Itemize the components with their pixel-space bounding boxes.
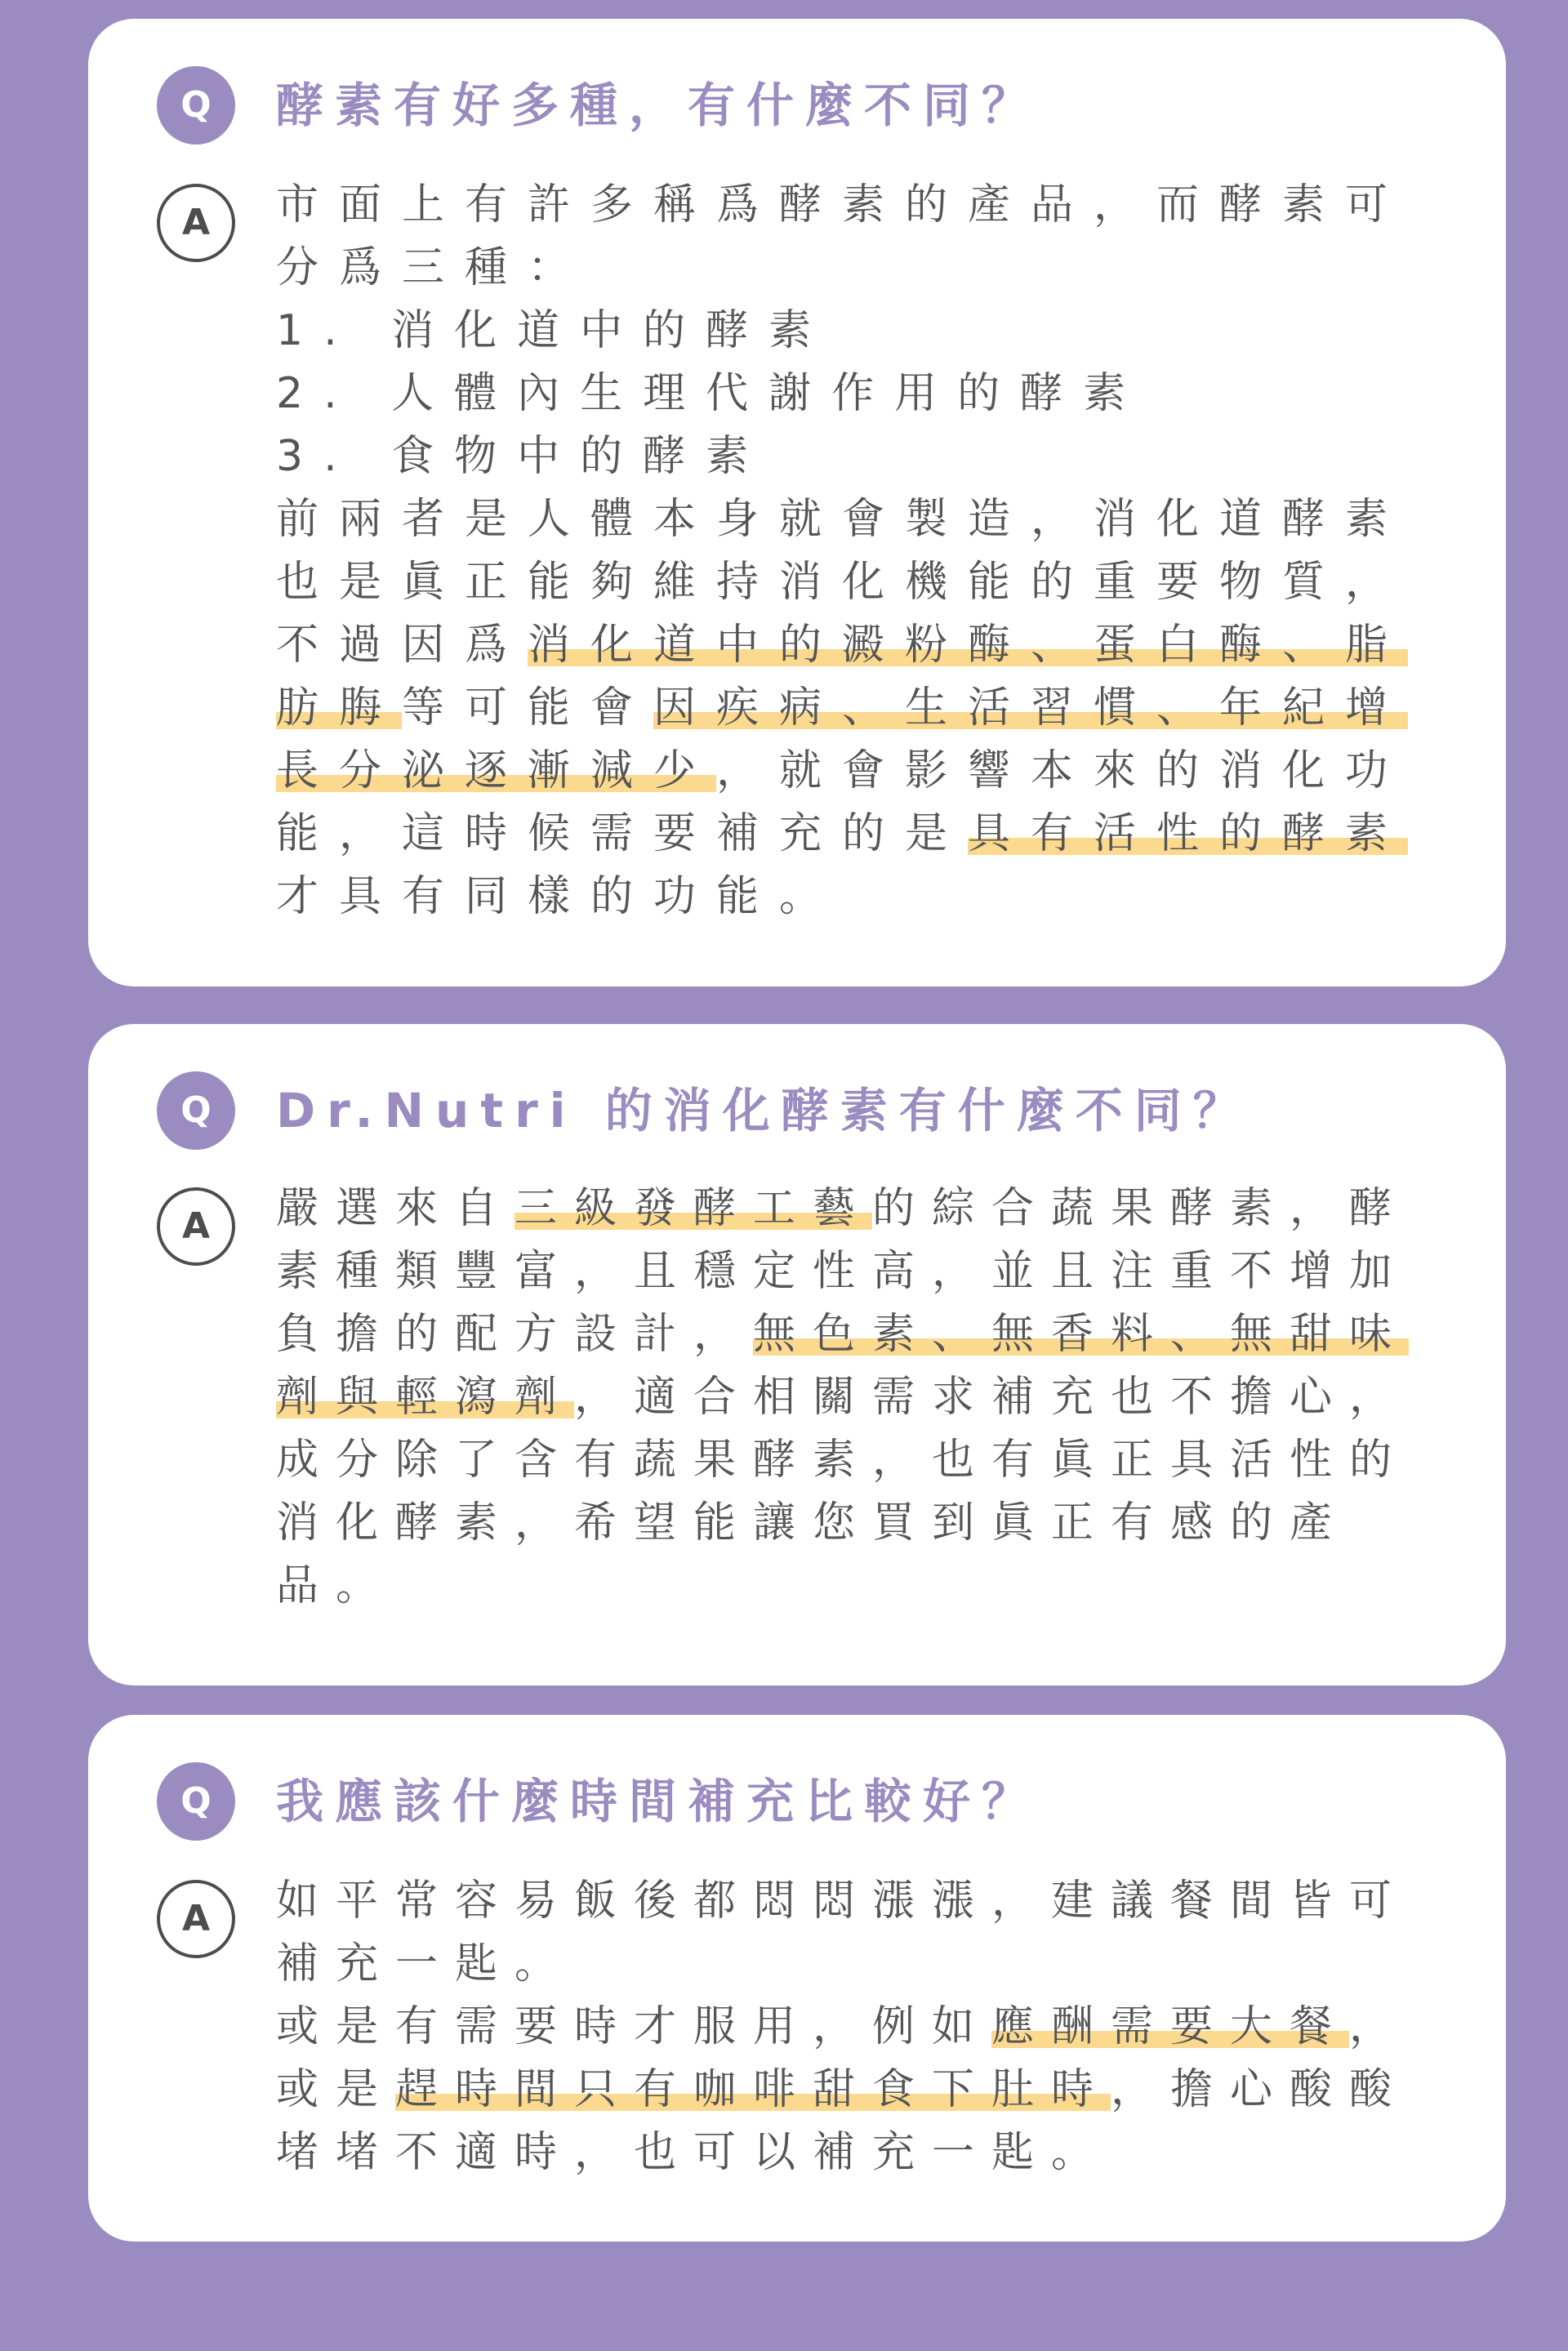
answer-segment: ，就會影響本來的消化功能，這時候需要補充的是 [276,746,1409,858]
question-row [157,1071,1457,1150]
answer-highlight: 消化道中的澱粉酶、蛋白酶、脂肪脢 [276,621,1409,732]
answer-segment: ，適合相關需求補充也不擔心，成分除了含有蔬果酵素，也有眞正具活性的消化酵素，希望能讓您買到眞正有感的產品。 [276,1373,1410,1610]
question-row [157,1762,1457,1841]
faq-card-3 [88,1715,1506,2242]
answer-text [276,174,1457,928]
answer-highlight: 具有活性的酵素 [968,809,1409,858]
answer-segment: ，擔心酸酸堵堵不適時，也可以補充一匙。 [276,2065,1410,2177]
question-badge-icon: Q [157,1762,235,1841]
answer-segment: 才具有同樣的功能。 [276,872,843,921]
question-text: 我應該什麼時間補充比較好？ [276,1774,1041,1829]
faq-card-2 [88,1024,1506,1685]
answer-badge-icon: A [157,184,235,262]
answer-segment: 等可能會 [402,683,654,732]
answer-segment: 的綜合蔬果酵素，酵素種類豐富，且穩定性高，並且注重不增加負擔的配方設計， [276,1184,1410,1359]
question-badge-icon: Q [157,66,235,145]
question-text: Dr.Nutri 的消化酵素有什麼不同？ [276,1083,1252,1138]
answer-highlight: 無色素、無香料、無甜味劑與輕瀉劑 [276,1310,1410,1422]
faq-card-1 [88,19,1506,986]
answer-text [276,1178,1457,1618]
question-badge-icon: Q [157,1071,235,1150]
answer-segment: 嚴選來自 [276,1184,515,1233]
answer-highlight: 趕時間只有咖啡甜食下肚時 [395,2065,1111,2114]
answer-badge-icon: A [157,1187,235,1266]
answer-badge-icon: A [157,1880,235,1958]
answer-highlight: 因疾病、生活習慣、年紀增長分泌逐漸減少 [276,683,1409,795]
question-row [157,66,1457,145]
answer-highlight: 三級發酵工藝 [514,1184,873,1233]
question-text: 酵素有好多種，有什麼不同？ [276,78,1041,133]
answer-segment: ，或是 [276,2002,1410,2114]
answer-segment: 如平常容易飯後都悶悶漲漲，建議餐間皆可補充一匙。 或是有需要時才服用，例如 [276,1877,1410,2051]
answer-text [276,1870,1457,2184]
answer-segment: 市面上有許多稱爲酵素的產品，而酵素可分爲三種： 1. 消化道中的酵素 2. 人體內生理代謝作用的酵素 3. 食物中的酵素 前兩者是人體本身就會製造，消化道酵素也是眞正能夠維持消化機能的重要物質，不過因爲 [276,180,1409,670]
answer-highlight: 應酬需要大餐 [991,2002,1350,2051]
